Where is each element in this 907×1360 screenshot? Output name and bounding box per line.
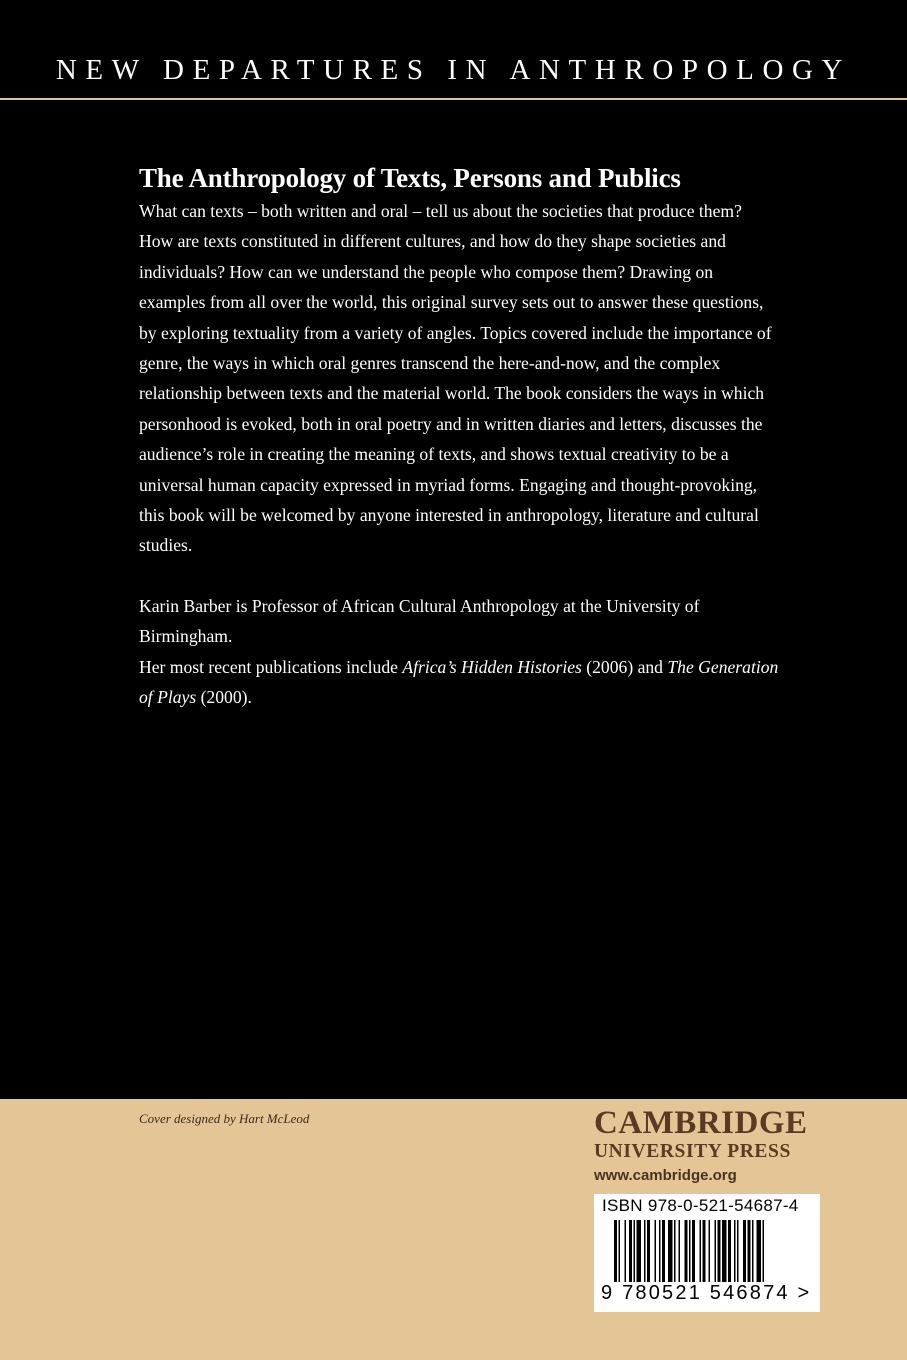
barcode-bar [700, 1220, 702, 1284]
ean-digits: 9 780521 546874 > [601, 1282, 812, 1304]
publication-title: Africa’s Hidden Histories [402, 656, 582, 677]
author-section [139, 591, 779, 713]
series-title: NEW DEPARTURES IN ANTHROPOLOGY [55, 54, 852, 86]
publisher-url: www.cambridge.org [594, 1167, 737, 1184]
barcode-bar [662, 1220, 665, 1284]
barcode-bar [757, 1220, 762, 1284]
barcode-bar [674, 1220, 676, 1284]
barcode-bar [634, 1220, 636, 1284]
barcode-bar [629, 1220, 632, 1284]
book-blurb: What can texts – both written and oral – tell us about the societies that produce them? How are texts constituted in different cultures, and how do they shape societies and individuals? How can we understand the people who compose them? Drawing on examples from all over the world, this original survey sets out to answer these questions, by exploring textuality from a variety of angles. Topics covered include the importance of genre, the ways in which oral genres transcend the here-and-now, and the complex relationship between texts and the material world. The book considers the ways in which personhood is evoked, both in oral poetry and in written diaries and letters, discusses the audience’s role in creating the meaning of texts, and shows textual creativity to be a universal human capacity expressed in myriad forms. Engaging and thought-provoking, this book will be welcomed by anyone interested in anthropology, literature and cultural studies. [139, 201, 772, 556]
back-cover-content [139, 160, 779, 713]
barcode-bar [734, 1220, 736, 1284]
barcode-bar [685, 1220, 688, 1284]
isbn-number: ISBN 978-0-521-54687-4 [602, 1196, 799, 1215]
barcode-bar [737, 1220, 739, 1284]
barcode-bar [668, 1220, 673, 1284]
isbn-barcode [594, 1194, 820, 1312]
author-bio: Karin Barber is Professor of African Cultural Anthropology at the University of Birmingham. [139, 595, 700, 647]
barcode-bar [644, 1220, 646, 1284]
publication-year: (2006) and [581, 656, 668, 677]
publisher-logo [594, 1105, 820, 1187]
barcode-bar [655, 1220, 657, 1284]
barcode-bar [728, 1220, 731, 1284]
barcode-bar [743, 1220, 746, 1284]
barcode-bar [722, 1220, 727, 1284]
barcode-bar [752, 1220, 754, 1284]
book-title: The Anthropology of Texts, Persons and Publics [139, 163, 681, 193]
barcode-bar [715, 1220, 717, 1284]
barcode-bar [679, 1220, 681, 1284]
series-header [0, 0, 907, 98]
barcode-bar [718, 1220, 721, 1284]
barcode-bar [689, 1220, 691, 1284]
barcode-bar [748, 1220, 751, 1284]
author-publications [139, 652, 779, 713]
barcode-bar [647, 1220, 650, 1284]
barcode-bar [619, 1220, 621, 1284]
publisher-name: CAMBRIDGE [594, 1105, 808, 1141]
publication-year: (2000). [196, 687, 252, 708]
header-divider [0, 98, 907, 100]
footer-band [0, 1099, 907, 1360]
cover-credit: Cover designed by Hart McLeod [139, 1111, 310, 1126]
barcode-bar [692, 1220, 695, 1284]
barcode-bar [763, 1220, 765, 1284]
barcode-bar [659, 1220, 661, 1284]
barcode-bar [614, 1220, 617, 1284]
barcode-bar [625, 1220, 627, 1284]
barcode-bar [637, 1220, 642, 1284]
barcode-bar [703, 1220, 706, 1284]
publisher-subtitle: UNIVERSITY PRESS [594, 1141, 791, 1162]
publications-prefix: Her most recent publications include [139, 656, 403, 677]
publication-title: The Generation of Plays [139, 656, 779, 708]
barcode-bar [709, 1220, 711, 1284]
